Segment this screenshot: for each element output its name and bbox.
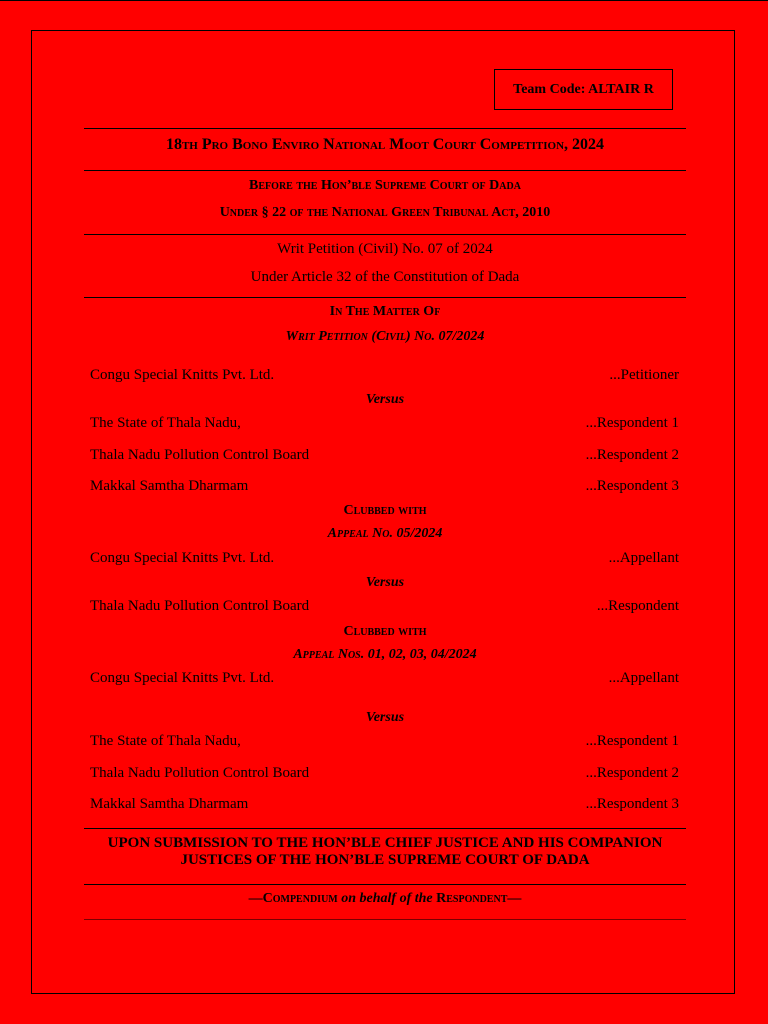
party-row bbox=[90, 478, 679, 498]
case1-title: Writ Petition (Civil) No. 07/2024 bbox=[285, 329, 485, 344]
party-name: The State of Thala Nadu, bbox=[90, 733, 241, 749]
party-row bbox=[90, 550, 679, 570]
respondent-word: Respondent bbox=[436, 891, 508, 906]
compendium-line bbox=[84, 891, 686, 907]
party-row bbox=[90, 447, 679, 467]
party-row bbox=[90, 415, 679, 435]
in-the-matter-heading: In The Matter Of bbox=[329, 304, 441, 319]
versus-label: Versus bbox=[365, 392, 405, 407]
party-name: Thala Nadu Pollution Control Board bbox=[90, 765, 310, 781]
divider bbox=[84, 828, 686, 829]
party-name: Thala Nadu Pollution Control Board bbox=[90, 598, 310, 614]
party-role: ...Respondent 2 bbox=[585, 765, 679, 781]
party-role: ...Petitioner bbox=[609, 367, 679, 383]
divider bbox=[84, 170, 686, 171]
party-name: Congu Special Knitts Pvt. Ltd. bbox=[90, 550, 275, 566]
party-name: The State of Thala Nadu, bbox=[90, 415, 241, 431]
article-line: Under Article 32 of the Constitution of Dada bbox=[250, 269, 520, 285]
party-role: ...Respondent bbox=[596, 598, 679, 614]
party-role: ...Respondent 1 bbox=[585, 415, 679, 431]
party-name: Congu Special Knitts Pvt. Ltd. bbox=[90, 670, 275, 686]
clubbed-with-heading: Clubbed with bbox=[343, 503, 427, 518]
submission-line-1: UPON SUBMISSION TO THE HON’BLE CHIEF JUSTICE AND HIS COMPANION bbox=[107, 835, 663, 851]
divider bbox=[84, 234, 686, 235]
dash: — bbox=[507, 891, 522, 906]
competition-title: 18th Pro Bono Enviro National Moot Court Competition, 2024 bbox=[165, 136, 605, 153]
party-row bbox=[90, 367, 679, 387]
court-heading: Before the Hon’ble Supreme Court of Dada bbox=[249, 178, 521, 193]
compendium-word: Compendium bbox=[262, 891, 338, 906]
case3-title: Appeal Nos. 01, 02, 03, 04/2024 bbox=[293, 647, 477, 662]
dash: — bbox=[248, 891, 263, 906]
party-row bbox=[90, 796, 679, 816]
party-name: Makkal Samtha Dharmam bbox=[90, 796, 249, 812]
submission-line-2: JUSTICES OF THE HON’BLE SUPREME COURT OF DADA bbox=[180, 852, 590, 868]
jurisdiction-heading: Under § 22 of the National Green Tribunal Act, 2010 bbox=[219, 205, 551, 220]
versus-label: Versus bbox=[365, 575, 405, 590]
team-code-box: Team Code: ALTAIR R bbox=[494, 69, 673, 110]
versus-label: Versus bbox=[365, 710, 405, 725]
party-role: ...Respondent 1 bbox=[585, 733, 679, 749]
case2-title: Appeal No. 05/2024 bbox=[327, 526, 443, 541]
petition-number: Writ Petition (Civil) No. 07 of 2024 bbox=[277, 241, 493, 257]
party-row bbox=[90, 765, 679, 785]
top-border-line bbox=[0, 0, 768, 1]
divider bbox=[84, 884, 686, 885]
party-role: ...Appellant bbox=[608, 550, 679, 566]
party-name: Congu Special Knitts Pvt. Ltd. bbox=[90, 367, 275, 383]
divider bbox=[84, 128, 686, 129]
party-role: ...Appellant bbox=[608, 670, 679, 686]
on-behalf-text: on behalf of the bbox=[341, 891, 433, 906]
divider bbox=[84, 919, 686, 920]
party-row bbox=[90, 598, 679, 618]
party-role: ...Respondent 3 bbox=[585, 478, 679, 494]
party-row bbox=[90, 670, 679, 690]
clubbed-with-heading: Clubbed with bbox=[343, 624, 427, 639]
party-role: ...Respondent 2 bbox=[585, 447, 679, 463]
party-role: ...Respondent 3 bbox=[585, 796, 679, 812]
party-name: Thala Nadu Pollution Control Board bbox=[90, 447, 310, 463]
party-name: Makkal Samtha Dharmam bbox=[90, 478, 249, 494]
party-row bbox=[90, 733, 679, 753]
divider bbox=[84, 297, 686, 298]
